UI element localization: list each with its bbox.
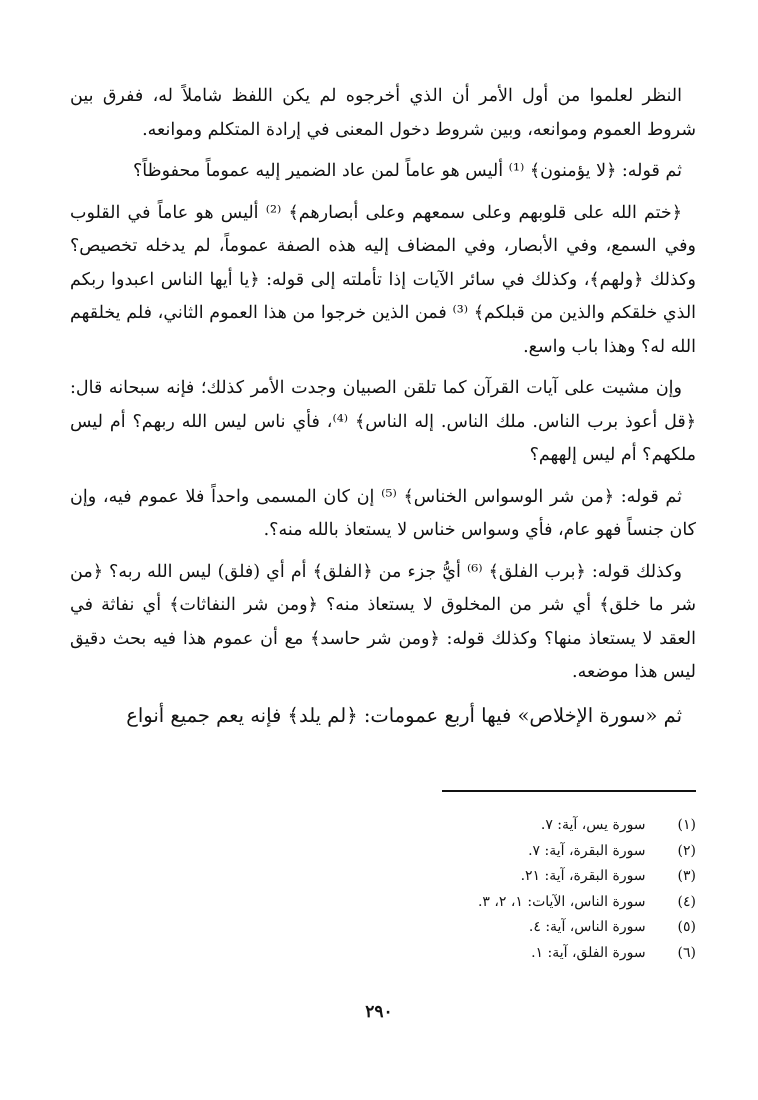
paragraph: ثم قوله: ﴿لا يؤمنون﴾ ⁽¹⁾ أليس هو عاماً لمن عاد الضمير إليه عموماً محفوظاً؟ <box>133 161 682 181</box>
footnote-number: (١) <box>677 817 696 833</box>
footnotes <box>70 813 696 966</box>
footnote <box>70 839 696 865</box>
footnote-text: سورة الناس، الآيات: ١، ٢، ٣. <box>477 893 646 910</box>
paragraph: ﴿ختم الله على قلوبهم وعلى سمعهم وعلى أبصارهم﴾ ⁽²⁾ أليس هو عاماً في القلوب وفي السمع، وفي الأبصار، وفي المضاف إليه هذه الصفة عموماً، لم يدخله تخصيص؟ وكذلك ﴿ولهم﴾، وكذلك في سائر الآيات إذا تأملته إلى قوله: ﴿يا أيها الناس اعبدوا ربكم الذي خلقكم والذين من قبلكم﴾ ⁽³⁾ فمن الذين خرجوا من هذا العموم الثاني، فلم يخلقهم الله له؟ وهذا باب واسع. <box>70 202 697 357</box>
footnote <box>70 890 696 916</box>
footnote-text: سورة الناس، آية: ٤. <box>528 919 646 935</box>
main-text <box>70 80 696 742</box>
footnote-number: (٥) <box>677 919 696 935</box>
footnote <box>70 915 696 941</box>
paragraph: ثم قوله: ﴿من شر الوسواس الخناس﴾ ⁽⁵⁾ إن كان المسمى واحداً فلا عموم فيه، وإن كان جنساً فهو عام، فأي وسواس خناس لا يستعاذ بالله منه؟. <box>70 486 696 540</box>
paragraph: وكذلك قوله: ﴿برب الفلق﴾ ⁽⁶⁾ أيُّ جزء من ﴿الفلق﴾ أم أي (فلق) ليس الله ربه؟ ﴿من شر ما خلق﴾ أي شر من المخلوق لا يستعاذ منه؟ ﴿ومن شر النفاثات﴾ أي نفاثة في العقد لا يستعاذ منها؟ وكذلك قوله: ﴿ومن شر حاسد﴾ مع أن عموم هذا فيه بحث دقيق ليس هذا موضعه. <box>70 561 696 682</box>
paragraph: ثم «سورة الإخلاص» فيها أربع عمومات: ﴿لم يلد﴾ فإنه يعم جميع أنواع <box>126 703 682 727</box>
footnote <box>70 941 696 967</box>
footnote-text: سورة البقرة، آية: ٢١. <box>520 868 646 884</box>
footnote <box>70 813 696 839</box>
footnote-divider <box>442 790 696 792</box>
footnote-text: سورة يس، آية: ٧. <box>540 817 646 833</box>
footnote-text: سورة البقرة، آية: ٧. <box>528 842 646 859</box>
page-number: ٢٩٠ <box>365 1002 393 1022</box>
footnote-number: (٢) <box>677 842 696 859</box>
footnote <box>70 864 696 890</box>
paragraph: وإن مشيت على آيات القرآن كما تلقن الصبيان وجدت الأمر كذلك؛ فإنه سبحانه قال: ﴿قل أعوذ برب الناس. ملك الناس. إله الناس﴾ ⁽⁴⁾، فأي ناس ليس الله ربهم؟ أم ليس ملكهم؟ أم ليس إلههم؟ <box>70 378 696 465</box>
footnote-number: (٦) <box>677 944 696 961</box>
footnote-number: (٤) <box>677 893 696 910</box>
footnote-number: (٣) <box>677 868 696 884</box>
paragraph: النظر لعلموا من أول الأمر أن الذي أخرجوه لم يكن اللفظ شاملاً له، ففرق بين شروط العموم وموانعه، وبين شروط دخول المعنى في إرادة المتكلم وموانعه. <box>70 86 696 140</box>
footnote-text: سورة الفلق، آية: ١. <box>531 944 646 961</box>
